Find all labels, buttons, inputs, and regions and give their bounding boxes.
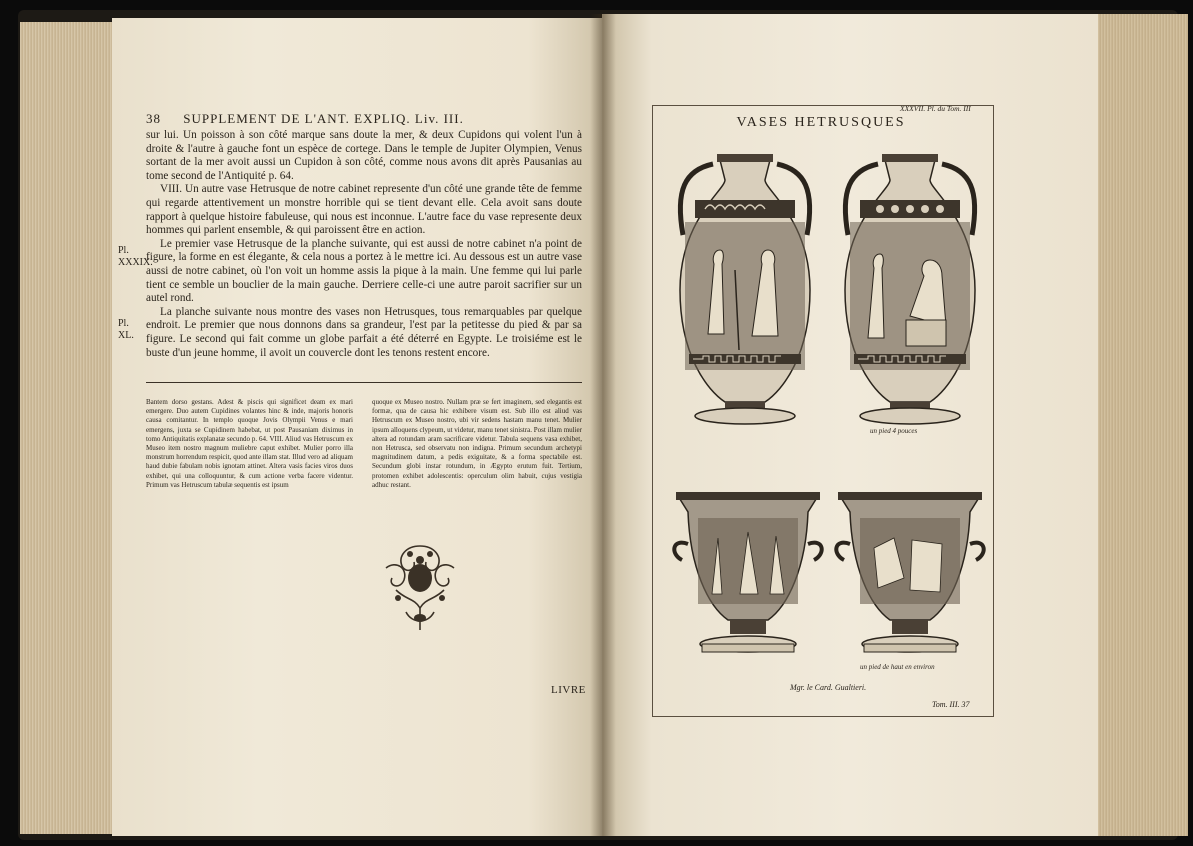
footnotes-right-column <box>372 398 582 490</box>
footnotes-left-column <box>146 398 353 490</box>
catchword: LIVRE <box>551 684 586 696</box>
page-edges-left <box>20 22 120 834</box>
ornament-icon <box>376 538 464 634</box>
paragraph-4: La planche suivante nous montre des vases non Hetrusques, tous remarquables par quelque endroit. Le premier que nous donnons dans sa grandeur, l'est par la petitesse du pied & par sa figure. Le second qui fait comme un globe parfait a été déterré en Egypte. Le troisiéme est le buste d'un jeune homme, il avoit un couvercle dont les tenons restent encore. <box>146 305 582 359</box>
plate-attribution: Mgr. le Card. Gualtieri. <box>790 683 867 692</box>
margin-note-pl-2: Pl. <box>118 318 129 329</box>
amphora-vase-left <box>665 150 825 430</box>
plate-title: VASES HETRUSQUES <box>736 115 906 130</box>
scale-caption-top: un pied 4 pouces <box>870 427 918 435</box>
krater-vase-left <box>668 488 828 668</box>
running-head-title: SUPPLEMENT DE L'ANT. EXPLIQ. Liv. III. <box>183 111 464 126</box>
paragraph-1: sur lui. Un poisson à son côté marque sans doute la mer, & deux Cupidons qui volent l'un à droite & l'autre à gauche font un espèce de cortege. Dans le temple de Jupiter Olympien, Venus sortant de la mer avoit aussi un Cupidon à son côté, comme nous avons dit après Pausanias au tome second de l'Antiquité p. 64. <box>146 129 582 182</box>
paragraph-2: VIII. Un autre vase Hetrusque de notre cabinet represente d'un côté une grande tête de femme qui regarde attentivement un monstre horrible qui se tient devant elle. Cela avoit sans doute rapport à quelque histoire fabuleuse, qui nous est inconnue. L'autre face du vase represente deux hommes qui parlent ensemble, & qui paroissent être en action. <box>146 183 582 237</box>
paragraph-3: Le premier vase Hetrusque de la planche suivante, qui est aussi de notre cabinet n'a point de figure, la forme en est élegante, & cela nous a portez à le mettre ici. Au dessous est un autre vase aussi de notre cabinet, où l'on voit un homme assis la pique à la main. Une femme qui lui parle tient ce semble un bouclier de la main gauche. Derriere celle-ci une autre paroit sacrifier sur un autel rond. <box>146 237 582 305</box>
footnote-text-right: quoque ex Museo nostro. Nullam præ se fert imaginem, sed elegantis est formæ, qua de causa hic exhibere visum est. Sub illo est aliud vas Hetruscum ex Museo nostro, ubi vir sedens hastam manu tenet. Mulier ipsum alloquens clypeum, ut videtur, manu tenet sinistra. Post illam mulier altera ad rotundam aram sacrificare videtur. Tabula sequens vasa exhibet, non Hetrusca, sed observatu non indigna. Primum secundum archetypi magnitudinem datum, a pedis exiguitate, & a forma spectabile est. Secundum globi instar rotundum, in Ægypto erutum fuit. Tertium, protomen exhibet adolescentis: operculum olim habuit, cujus vestigia adhuc restant. <box>372 398 582 489</box>
book-gutter <box>590 14 616 836</box>
page-number: 38 <box>146 111 161 126</box>
krater-vase-right <box>830 488 990 668</box>
amphora-vase-right <box>830 150 990 430</box>
scale-caption-bottom: un pied de haut en environ <box>860 663 935 671</box>
plate-tome: Tom. III. 37 <box>932 700 970 709</box>
footnote-rule <box>146 382 582 383</box>
footnote-text-left: Bantem dorso gestans. Adest & piscis qui significet deam ex mari emergere. Duo autem Cupidines volantes hinc & inde, majoris honoris causa comitantur. In templo quoque Jovis Olympii Venus e mari emergens, juxta se Cupidinem habebat, ut post Pausaniam diximus in tomo Antiquitatis explanatæ secundo p. 64. VIII. Aliud vas Hetruscum ex Museo item nostro magnum muliebre caput exhibet. Mulier porro illa monstrum horrendum respicit, quod ante illam stat. Illud vero ad aliquam haud dubie fabulam nobis ignotam attinet. Altera vasis facies viros duos exhibet, qui una colloquuntur, & cum actione verba facere videntur. Primum vas Hetruscum tabulæ sequentis est ipsum <box>146 398 353 489</box>
page-edges-right <box>1092 14 1188 836</box>
margin-note-pl: Pl. <box>118 245 129 256</box>
main-text <box>146 129 582 360</box>
margin-note-xl: XL. <box>118 330 134 341</box>
plate-number: XXXVII. Pl. du Tom. III <box>900 104 971 113</box>
running-head <box>146 111 586 127</box>
margin-note-xxxix: XXXIX. <box>118 257 153 268</box>
